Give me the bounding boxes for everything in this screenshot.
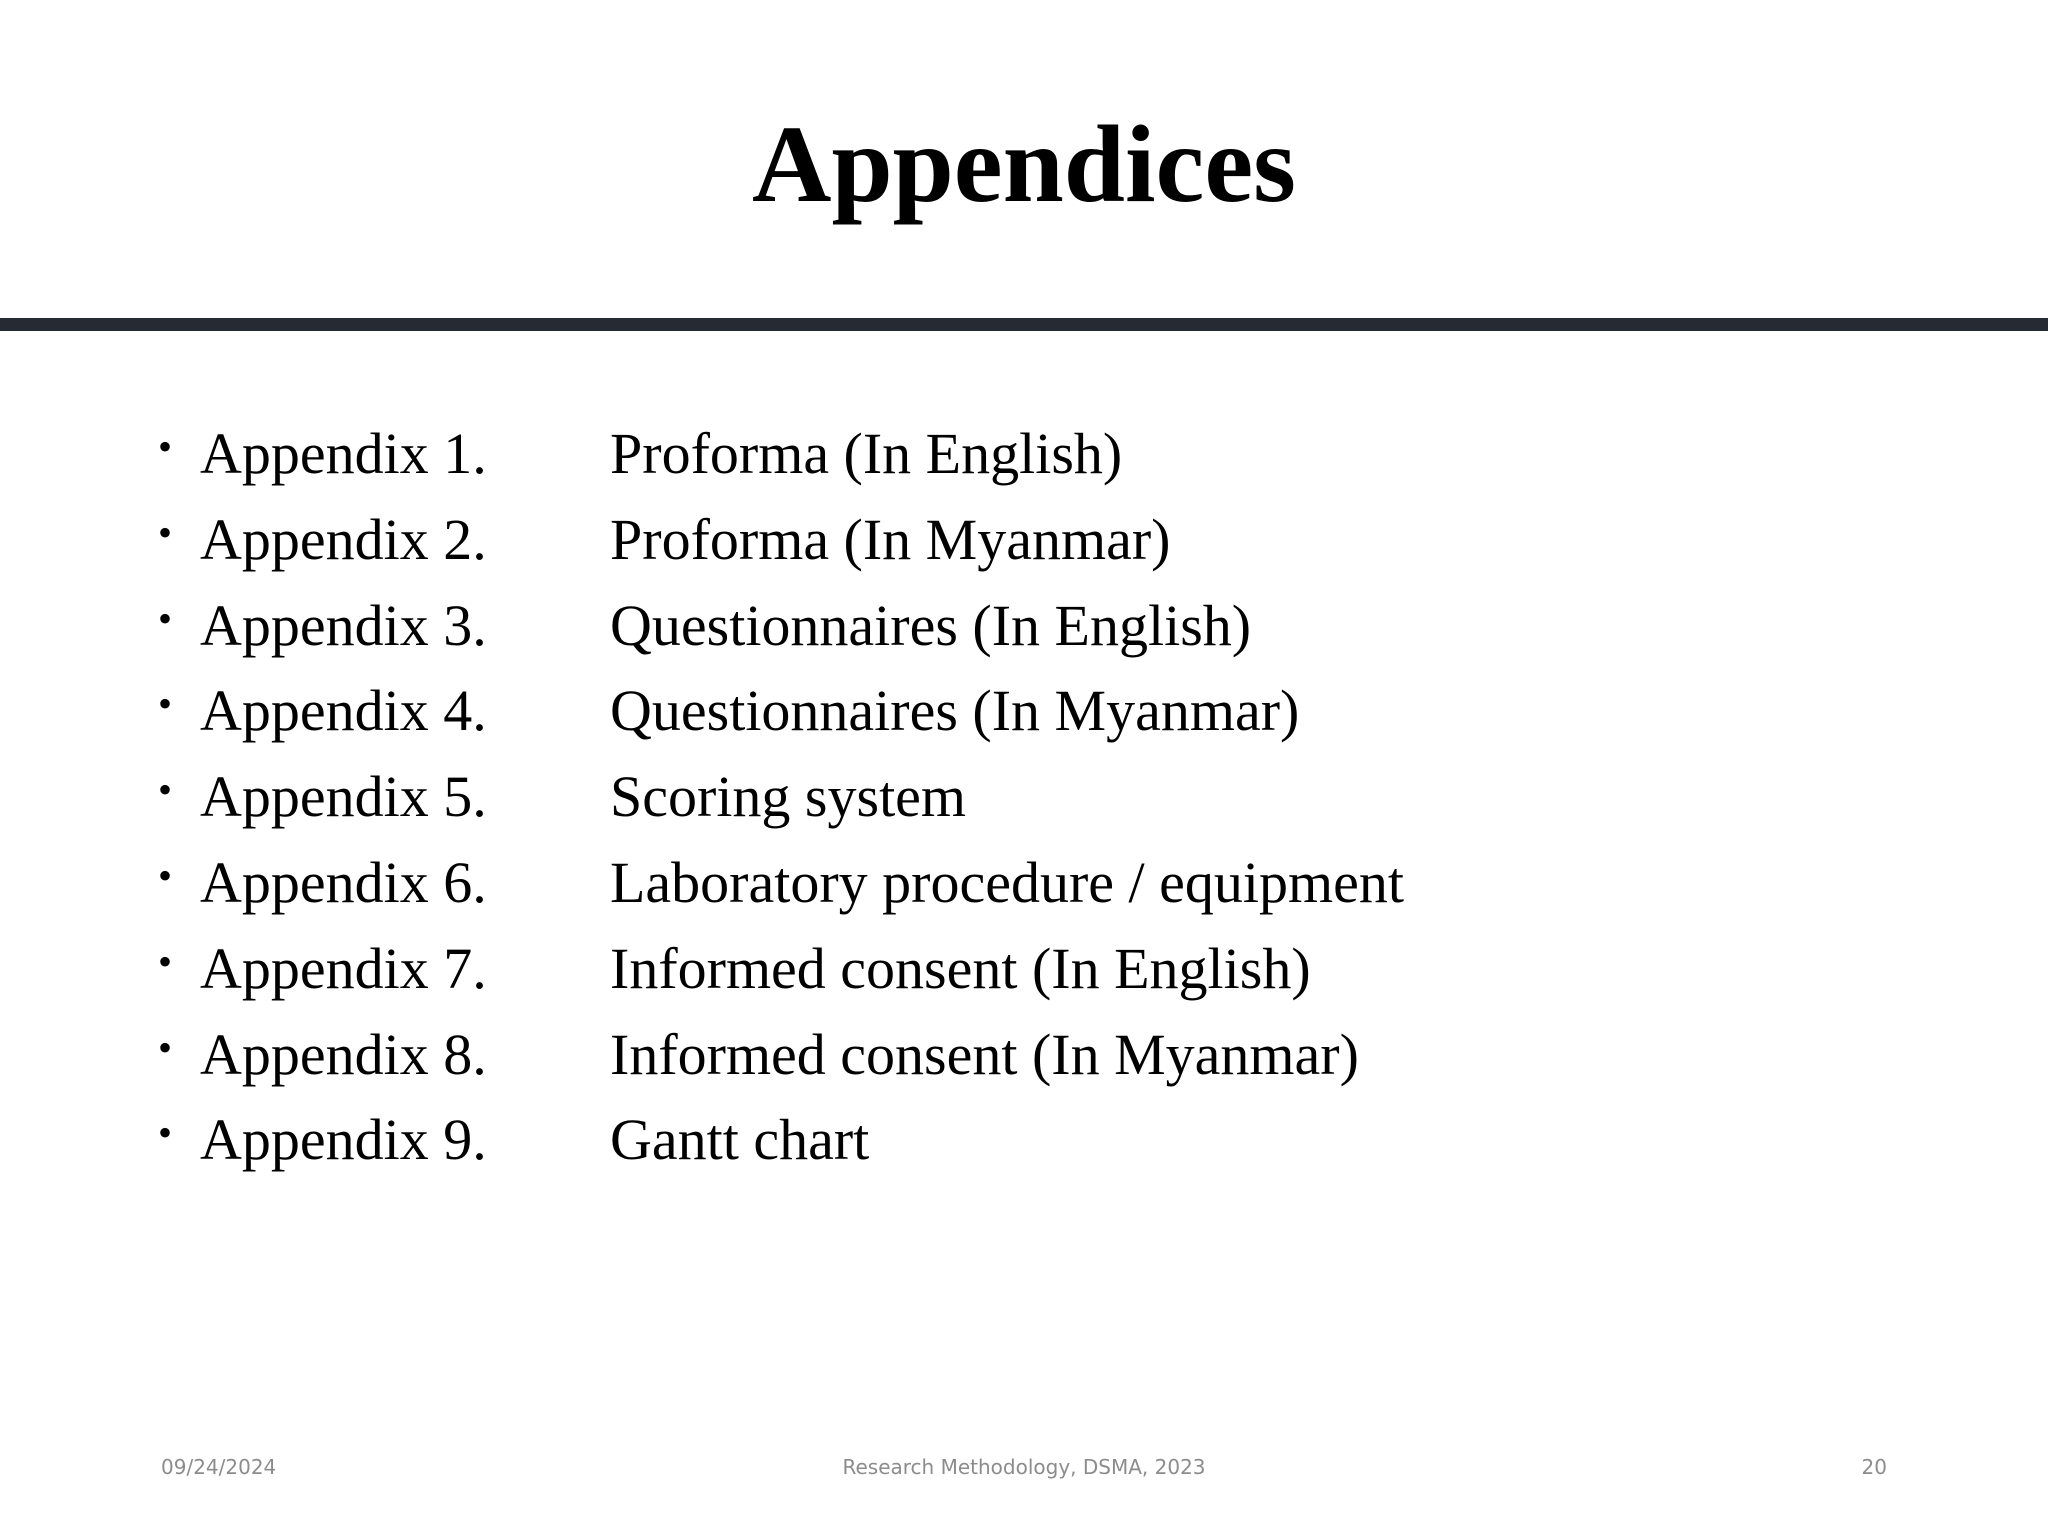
appendix-title: Gantt chart	[610, 1107, 870, 1173]
appendix-title: Questionnaires (In Myanmar)	[610, 678, 1300, 744]
bullet-icon: •	[158, 681, 173, 727]
bullet-icon: •	[158, 509, 173, 555]
appendix-number: Appendix 2.	[200, 506, 487, 572]
title-divider	[0, 318, 2048, 331]
appendix-number: Appendix 3.	[200, 592, 487, 658]
footer-text: Research Methodology, DSMA, 2023	[842, 1455, 1206, 1479]
appendix-title: Proforma (In Myanmar)	[610, 506, 1171, 572]
appendix-title: Laboratory procedure / equipment	[610, 849, 1404, 915]
bullet-icon: •	[158, 938, 173, 984]
appendix-number: Appendix 7.	[200, 935, 487, 1001]
bullet-icon: •	[158, 1024, 173, 1070]
appendix-title: Proforma (In English)	[610, 421, 1123, 486]
appendix-number: Appendix 9.	[200, 1107, 487, 1173]
appendix-number: Appendix 8.	[200, 1021, 487, 1087]
bullet-icon: •	[158, 767, 173, 813]
footer-date: 09/24/2024	[161, 1455, 277, 1479]
bullet-icon: •	[158, 1110, 173, 1156]
appendix-title: Scoring system	[610, 764, 967, 830]
appendix-title: Informed consent (In Myanmar)	[610, 1021, 1359, 1087]
appendix-title: Informed consent (In English)	[610, 935, 1311, 1001]
bullet-icon: •	[158, 424, 173, 469]
appendix-number: Appendix 4.	[200, 678, 487, 744]
bullet-icon: •	[158, 852, 173, 898]
bullet-icon: •	[158, 595, 173, 641]
appendix-number: Appendix 5.	[200, 764, 487, 830]
appendix-number: Appendix 6.	[200, 849, 487, 915]
appendix-title: Questionnaires (In English)	[610, 592, 1252, 658]
slide-title: Appendices	[752, 103, 1296, 225]
page-number: 20	[1861, 1455, 1887, 1479]
appendix-number: Appendix 1.	[200, 421, 487, 486]
